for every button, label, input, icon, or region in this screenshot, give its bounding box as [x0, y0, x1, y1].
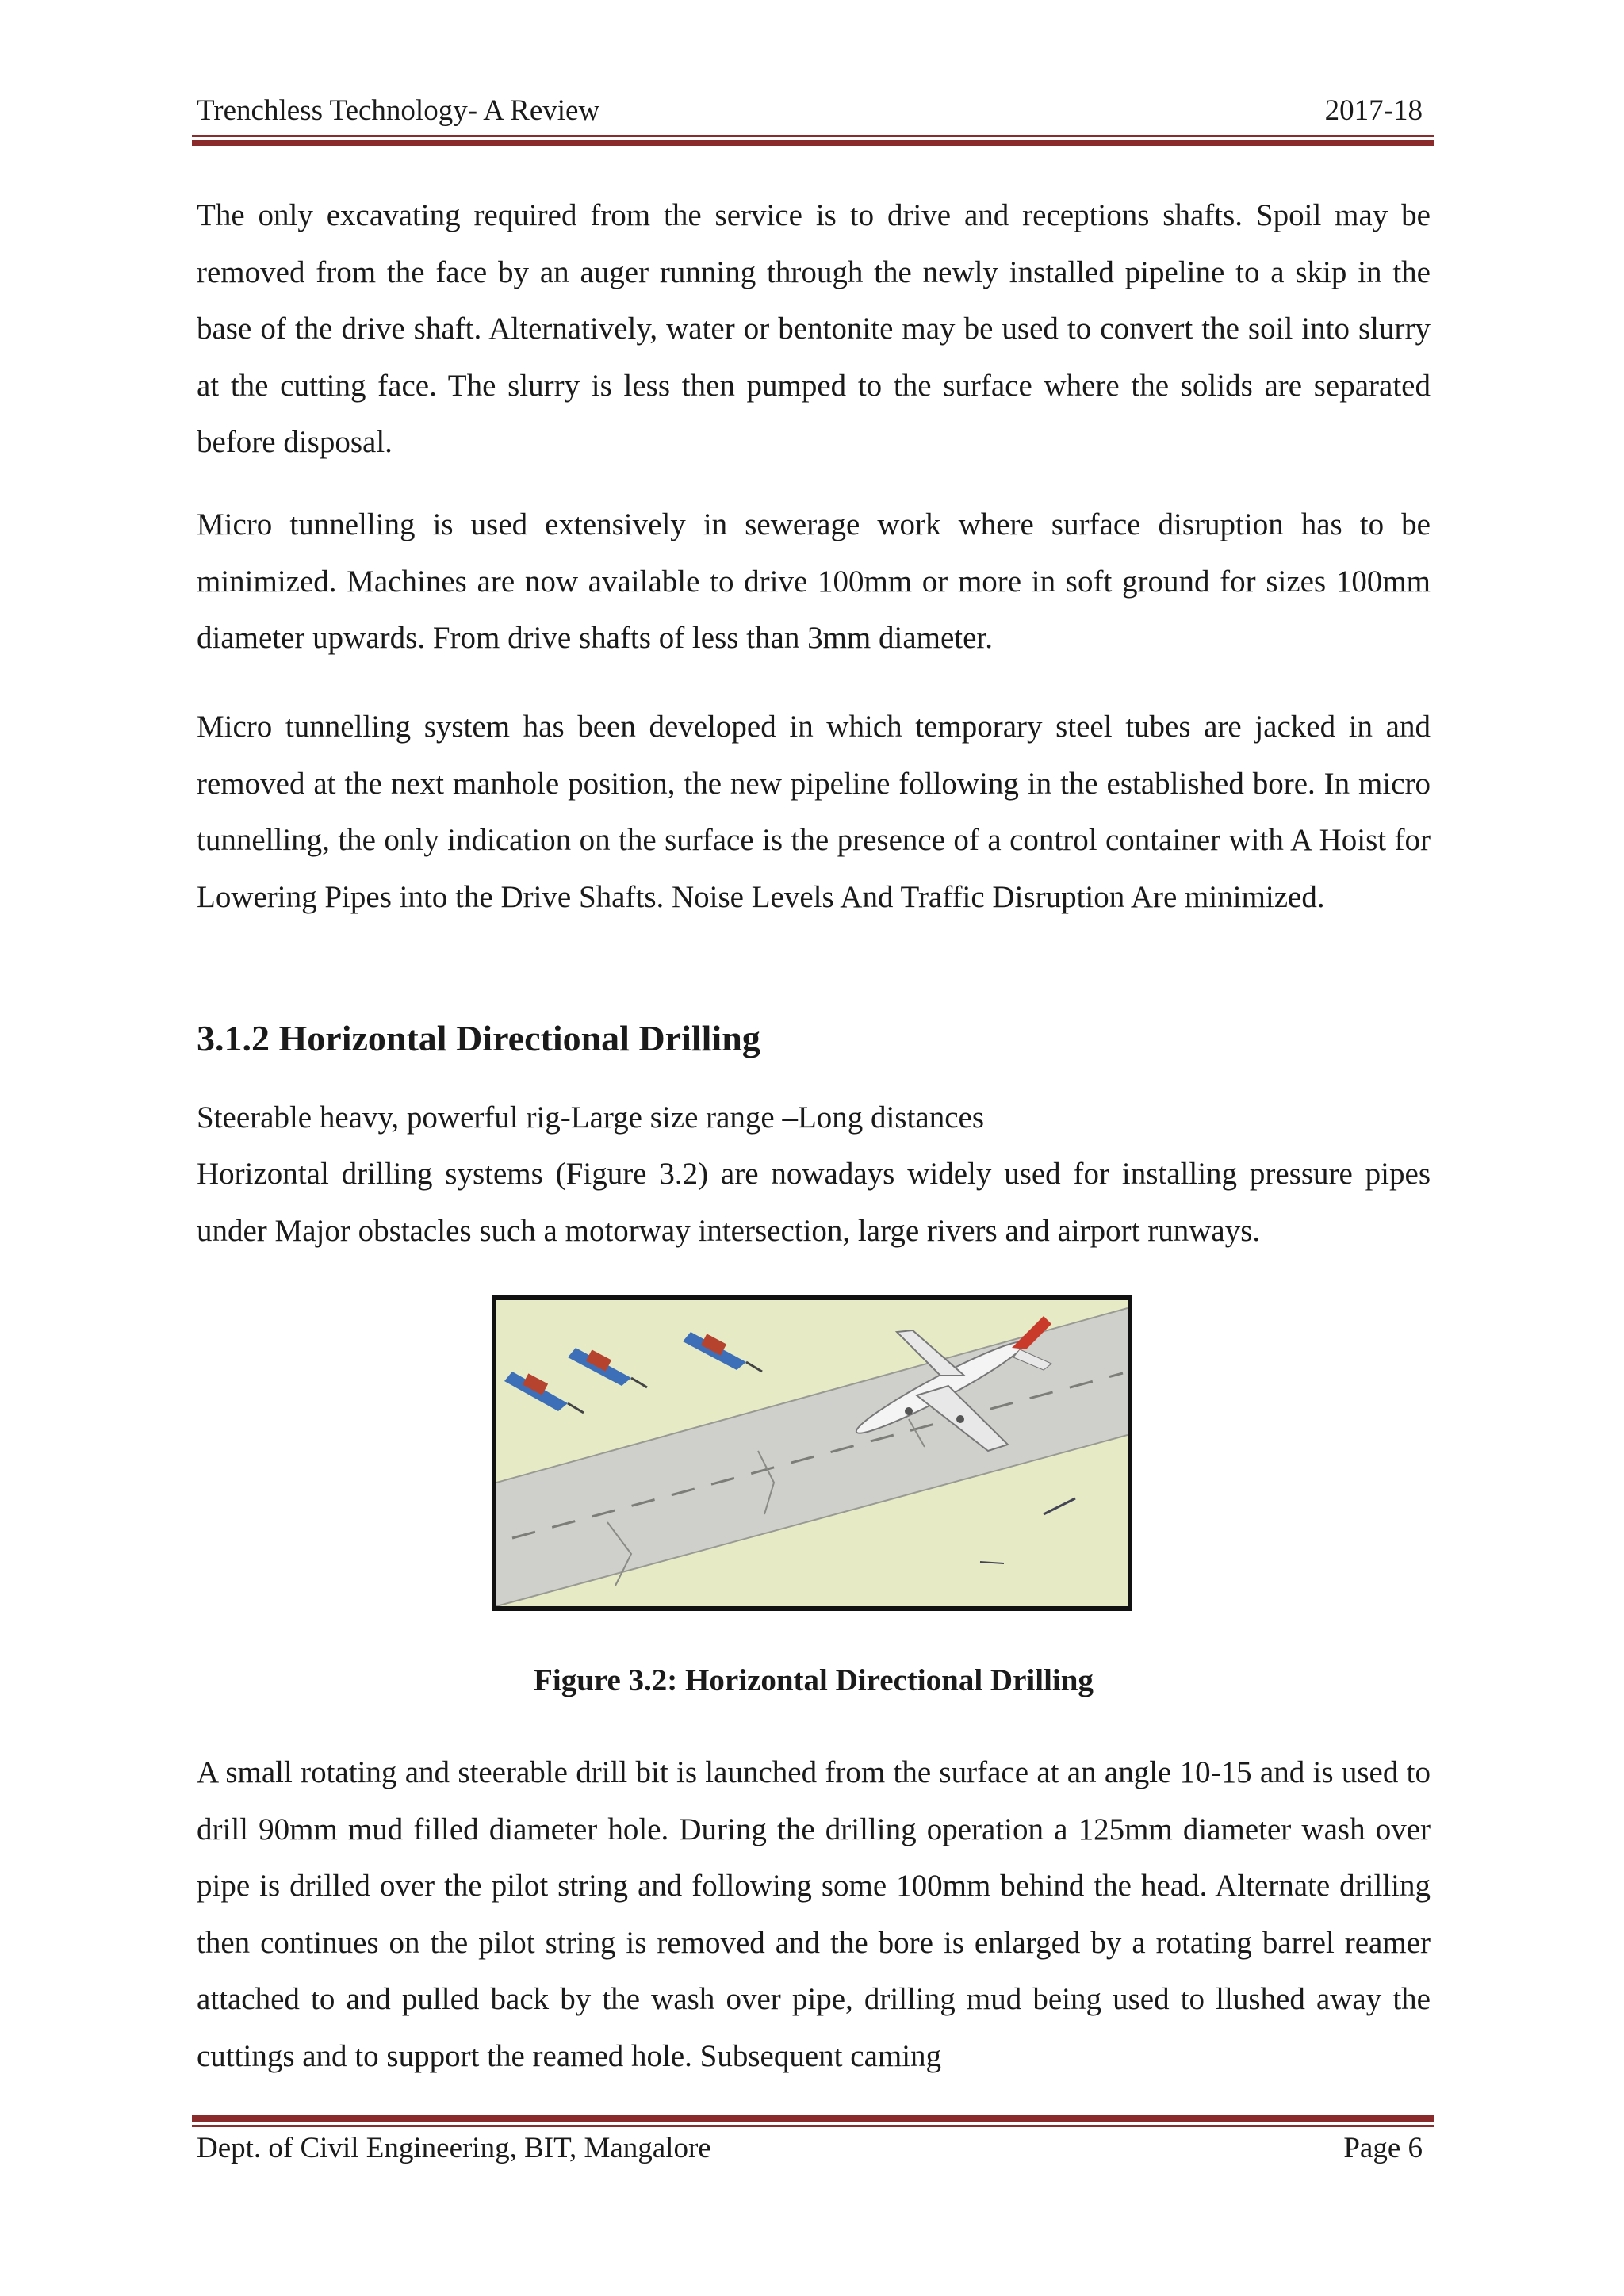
footer-rule-thin: [192, 2125, 1434, 2127]
header-rule-thick: [192, 140, 1434, 146]
footer-rule-thick: [192, 2115, 1434, 2122]
section-subline: Steerable heavy, powerful rig-Large size range –Long distances: [197, 1100, 985, 1135]
figure-hdd-illustration: [492, 1295, 1132, 1611]
paragraph-2-block: [197, 496, 1431, 667]
section-heading: 3.1.2 Horizontal Directional Drilling: [197, 1018, 760, 1058]
header-rule-thin: [192, 135, 1434, 137]
section-intro: Horizontal drilling systems (Figure 3.2) are nowadays widely used for installing pressure pipes under Major obstacles such a motorway intersection, large rivers and airport runways.: [197, 1157, 1431, 1248]
paragraph-3: Micro tunnelling system has been developed in which temporary steel tubes are jacked in and removed at the next manhole position, the new pipeline following in the established bore. In micro tunnelling, the only indication on the surface is the presence of a control container with A Hoist for Lowering Pipes into the Drive Shafts. Noise Levels And Traffic Disruption Are minimized.: [197, 710, 1431, 914]
header-title: Trenchless Technology- A Review: [197, 94, 600, 127]
paragraph-2: Micro tunnelling is used extensively in sewerage work where surface disruption has to be minimized. Machines are now available to drive 100mm or more in soft ground for sizes 100mm diameter upwards. From drive shafts of less than 3mm diameter.: [197, 507, 1431, 655]
footer-department: Dept. of Civil Engineering, BIT, Mangalore: [197, 2132, 711, 2164]
page-footer: [197, 2131, 1431, 2174]
paragraph-3-block: [197, 698, 1431, 925]
section-heading-block: [197, 1017, 1431, 1059]
paragraph-4-block: [197, 1744, 1431, 2084]
paragraph-1: The only excavating required from the service is to drive and receptions shafts. Spoil may be removed from the face by an auger running through the newly installed pipeline to a skip in the base of the drive shaft. Alternatively, water or bentonite may be used to convert the soil into slurry at the cutting face. The slurry is less then pumped to the surface where the solids are separated before disposal.: [197, 198, 1431, 459]
paragraph-1-block: [197, 187, 1431, 471]
header-year: 2017-18: [1324, 94, 1423, 127]
paragraph-4: A small rotating and steerable drill bit is launched from the surface at an angle 10-15 and is used to drill 90mm mud filled diameter hole. During the drilling operation a 125mm diameter wash over pipe is drilled over the pilot string and following some 100mm behind the head. Alternate drilling then continues on the pilot string is removed and the bore is enlarged by a rotating barrel reamer attached to and pulled back by the wash over pipe, drilling mud being used to llushed away the cuttings and to support the reamed hole. Subsequent caming: [197, 1755, 1431, 2073]
footer-page-number: Page 6: [1343, 2132, 1423, 2164]
section-intro-block: [197, 1146, 1431, 1259]
runway-drilling-illustration: [496, 1300, 1128, 1606]
page-header: [197, 94, 1431, 136]
subline-block: [197, 1089, 1431, 1146]
figure-caption: Figure 3.2: Horizontal Directional Drilling: [534, 1663, 1094, 1697]
